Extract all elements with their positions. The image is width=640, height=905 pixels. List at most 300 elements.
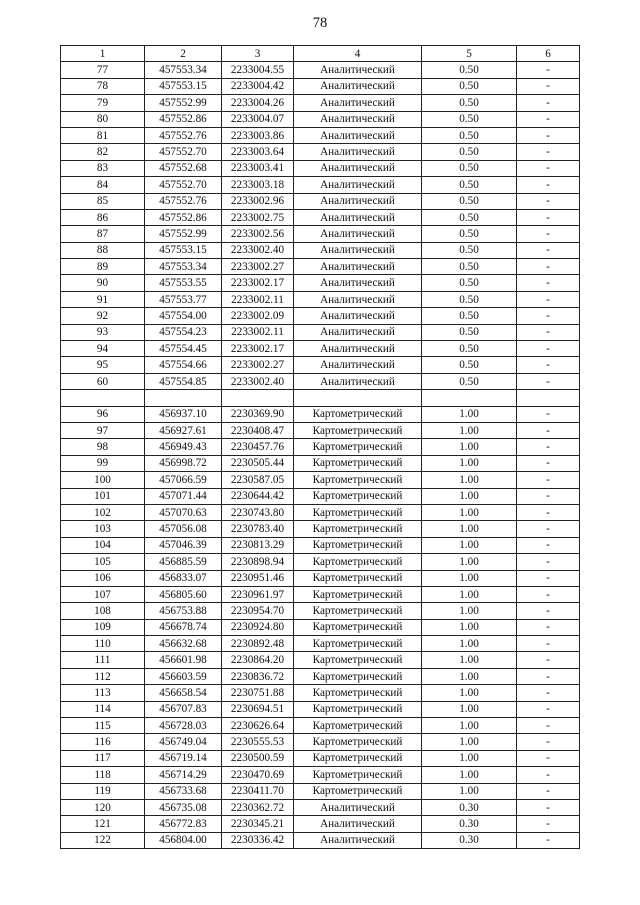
table-row bbox=[61, 422, 580, 438]
table-row bbox=[61, 701, 580, 717]
table-cell: 2233004.42 bbox=[222, 78, 294, 94]
table-cell: 0.50 bbox=[422, 62, 517, 78]
table-cell: 457046.39 bbox=[145, 537, 222, 553]
table-cell: - bbox=[517, 799, 580, 815]
table-cell: 456804.00 bbox=[145, 832, 222, 848]
table-cell: 0.50 bbox=[422, 95, 517, 111]
table-cell: 78 bbox=[61, 78, 145, 94]
table-cell: - bbox=[517, 816, 580, 832]
table-cell: 2233003.86 bbox=[222, 127, 294, 143]
table-cell: 456772.83 bbox=[145, 816, 222, 832]
table-cell: 456949.43 bbox=[145, 439, 222, 455]
table-cell: Картометрический bbox=[294, 537, 422, 553]
table-cell: - bbox=[517, 341, 580, 357]
table-cell bbox=[61, 390, 145, 406]
table-row bbox=[61, 586, 580, 602]
table-cell: 85 bbox=[61, 193, 145, 209]
table-cell: 457554.00 bbox=[145, 308, 222, 324]
coordinates-table bbox=[60, 45, 580, 849]
table-cell: 2230362.72 bbox=[222, 799, 294, 815]
table-cell: 100 bbox=[61, 472, 145, 488]
table-cell: Аналитический bbox=[294, 373, 422, 389]
table-cell: - bbox=[517, 603, 580, 619]
table-row bbox=[61, 209, 580, 225]
table-cell bbox=[145, 390, 222, 406]
table-cell: 91 bbox=[61, 291, 145, 307]
table-cell: 99 bbox=[61, 455, 145, 471]
table-cell: 456833.07 bbox=[145, 570, 222, 586]
table-cell: 2233002.17 bbox=[222, 341, 294, 357]
table-cell: 2233002.75 bbox=[222, 209, 294, 225]
table-cell: 0.50 bbox=[422, 259, 517, 275]
table-cell: 93 bbox=[61, 324, 145, 340]
table-cell: 1.00 bbox=[422, 570, 517, 586]
table-cell: 1.00 bbox=[422, 603, 517, 619]
table-cell: 2230345.21 bbox=[222, 816, 294, 832]
table-cell: 2233002.40 bbox=[222, 373, 294, 389]
table-cell: 456714.29 bbox=[145, 767, 222, 783]
table-cell: - bbox=[517, 226, 580, 242]
table-row bbox=[61, 226, 580, 242]
table-header bbox=[61, 46, 580, 62]
table-cell: 2230500.59 bbox=[222, 750, 294, 766]
table-cell: - bbox=[517, 291, 580, 307]
table-cell: 2230954.70 bbox=[222, 603, 294, 619]
table-cell: 107 bbox=[61, 586, 145, 602]
table-cell: - bbox=[517, 111, 580, 127]
table-row bbox=[61, 259, 580, 275]
table-row bbox=[61, 554, 580, 570]
table-cell: Аналитический bbox=[294, 78, 422, 94]
table-cell: - bbox=[517, 636, 580, 652]
table-cell: - bbox=[517, 652, 580, 668]
table-cell: 457553.55 bbox=[145, 275, 222, 291]
table-cell: Аналитический bbox=[294, 275, 422, 291]
table-cell: 86 bbox=[61, 209, 145, 225]
table-cell: Картометрический bbox=[294, 570, 422, 586]
table-cell: 0.50 bbox=[422, 226, 517, 242]
table-cell: 456805.60 bbox=[145, 586, 222, 602]
table-cell bbox=[222, 390, 294, 406]
header-cell: 1 bbox=[61, 46, 145, 62]
table-cell: 2230951.46 bbox=[222, 570, 294, 586]
table-row bbox=[61, 767, 580, 783]
table-cell: Аналитический bbox=[294, 324, 422, 340]
table-cell: 0.50 bbox=[422, 373, 517, 389]
table-cell: 456707.83 bbox=[145, 701, 222, 717]
table-row bbox=[61, 95, 580, 111]
table-cell: 456632.68 bbox=[145, 636, 222, 652]
table-row bbox=[61, 570, 580, 586]
table-cell: 456735.08 bbox=[145, 799, 222, 815]
table-cell: 457553.77 bbox=[145, 291, 222, 307]
table-cell: 457552.86 bbox=[145, 209, 222, 225]
table-cell: 457554.45 bbox=[145, 341, 222, 357]
table-cell: 2230864.20 bbox=[222, 652, 294, 668]
table-cell: Картометрический bbox=[294, 734, 422, 750]
table-cell: 2233002.09 bbox=[222, 308, 294, 324]
table-cell: - bbox=[517, 619, 580, 635]
table-cell: 0.50 bbox=[422, 160, 517, 176]
table-cell: 117 bbox=[61, 750, 145, 766]
table-cell: 94 bbox=[61, 341, 145, 357]
table-cell: 2233003.64 bbox=[222, 144, 294, 160]
table-cell: Аналитический bbox=[294, 111, 422, 127]
table-row bbox=[61, 603, 580, 619]
table-cell: Аналитический bbox=[294, 259, 422, 275]
table-cell: Аналитический bbox=[294, 193, 422, 209]
table-cell: 1.00 bbox=[422, 652, 517, 668]
table-row bbox=[61, 341, 580, 357]
table-cell: Аналитический bbox=[294, 160, 422, 176]
table-row bbox=[61, 619, 580, 635]
table-row bbox=[61, 439, 580, 455]
table-cell: Картометрический bbox=[294, 439, 422, 455]
table-cell: 457552.86 bbox=[145, 111, 222, 127]
table-cell: 77 bbox=[61, 62, 145, 78]
table-cell: 2230898.94 bbox=[222, 554, 294, 570]
table-cell: 456885.59 bbox=[145, 554, 222, 570]
table-cell: 96 bbox=[61, 406, 145, 422]
table-cell: - bbox=[517, 95, 580, 111]
table-cell: 109 bbox=[61, 619, 145, 635]
table-cell: 87 bbox=[61, 226, 145, 242]
table-cell: - bbox=[517, 78, 580, 94]
table-cell: Картометрический bbox=[294, 521, 422, 537]
table-cell: 0.50 bbox=[422, 193, 517, 209]
table-row bbox=[61, 734, 580, 750]
table-row bbox=[61, 308, 580, 324]
table-cell: 1.00 bbox=[422, 488, 517, 504]
table-cell: 457552.70 bbox=[145, 144, 222, 160]
table-cell: 2230961.97 bbox=[222, 586, 294, 602]
table-row bbox=[61, 78, 580, 94]
table-cell: 0.50 bbox=[422, 341, 517, 357]
table-cell: Картометрический bbox=[294, 652, 422, 668]
table-row bbox=[61, 472, 580, 488]
page-number: 78 bbox=[312, 15, 328, 31]
table-cell: 0.30 bbox=[422, 816, 517, 832]
table-cell: 1.00 bbox=[422, 586, 517, 602]
table-row bbox=[61, 636, 580, 652]
table-cell: Аналитический bbox=[294, 144, 422, 160]
table-cell: Картометрический bbox=[294, 701, 422, 717]
table-cell bbox=[517, 390, 580, 406]
table-cell: 457553.15 bbox=[145, 78, 222, 94]
table-cell: 1.00 bbox=[422, 619, 517, 635]
table-cell: - bbox=[517, 160, 580, 176]
table-cell: Картометрический bbox=[294, 636, 422, 652]
table-cell: 2230626.64 bbox=[222, 718, 294, 734]
table-cell: 2233002.17 bbox=[222, 275, 294, 291]
table-cell: 1.00 bbox=[422, 406, 517, 422]
table-row bbox=[61, 275, 580, 291]
table-cell: Аналитический bbox=[294, 127, 422, 143]
table-cell: 456658.54 bbox=[145, 685, 222, 701]
table-row bbox=[61, 783, 580, 799]
table-cell: Аналитический bbox=[294, 308, 422, 324]
table-cell: Картометрический bbox=[294, 750, 422, 766]
table-cell: - bbox=[517, 521, 580, 537]
table-body bbox=[61, 62, 580, 849]
table-cell: 122 bbox=[61, 832, 145, 848]
table-cell: 2230813.29 bbox=[222, 537, 294, 553]
table-cell: 456678.74 bbox=[145, 619, 222, 635]
table-cell: 2230836.72 bbox=[222, 668, 294, 684]
table-cell: 1.00 bbox=[422, 521, 517, 537]
table-cell: Аналитический bbox=[294, 291, 422, 307]
table-row bbox=[61, 488, 580, 504]
table-cell: 80 bbox=[61, 111, 145, 127]
table-cell: Аналитический bbox=[294, 832, 422, 848]
table-cell: Аналитический bbox=[294, 62, 422, 78]
table-row bbox=[61, 62, 580, 78]
table-cell: 106 bbox=[61, 570, 145, 586]
table-cell: 88 bbox=[61, 242, 145, 258]
table-cell: 0.50 bbox=[422, 111, 517, 127]
table-cell: 456927.61 bbox=[145, 422, 222, 438]
table-cell: Аналитический bbox=[294, 799, 422, 815]
table-cell: - bbox=[517, 767, 580, 783]
table-cell: 110 bbox=[61, 636, 145, 652]
table-cell: 457552.68 bbox=[145, 160, 222, 176]
table-cell: - bbox=[517, 406, 580, 422]
table-cell: - bbox=[517, 504, 580, 520]
table-row bbox=[61, 685, 580, 701]
table-cell: 1.00 bbox=[422, 422, 517, 438]
table-cell: - bbox=[517, 324, 580, 340]
table-cell: 92 bbox=[61, 308, 145, 324]
table-row bbox=[61, 718, 580, 734]
table-cell: - bbox=[517, 193, 580, 209]
table-cell: Картометрический bbox=[294, 455, 422, 471]
table-cell: 82 bbox=[61, 144, 145, 160]
table-row bbox=[61, 324, 580, 340]
table-row bbox=[61, 832, 580, 848]
table-cell: Картометрический bbox=[294, 586, 422, 602]
table-cell: 1.00 bbox=[422, 504, 517, 520]
table-row bbox=[61, 177, 580, 193]
table-cell: 0.30 bbox=[422, 832, 517, 848]
table-cell: Картометрический bbox=[294, 422, 422, 438]
table-cell: 457554.85 bbox=[145, 373, 222, 389]
table-cell: 456601.98 bbox=[145, 652, 222, 668]
table-cell: 102 bbox=[61, 504, 145, 520]
table-row bbox=[61, 750, 580, 766]
table-row bbox=[61, 127, 580, 143]
table-cell: 2230924.80 bbox=[222, 619, 294, 635]
table-row bbox=[61, 193, 580, 209]
table-row bbox=[61, 455, 580, 471]
table-cell: 2230336.42 bbox=[222, 832, 294, 848]
table-cell: 2230555.53 bbox=[222, 734, 294, 750]
table-cell: 1.00 bbox=[422, 734, 517, 750]
table-cell: 2233003.18 bbox=[222, 177, 294, 193]
table-cell: 457552.76 bbox=[145, 127, 222, 143]
table-cell: 0.30 bbox=[422, 799, 517, 815]
header-cell: 5 bbox=[422, 46, 517, 62]
table-cell: 2230694.51 bbox=[222, 701, 294, 717]
table-cell: 456728.03 bbox=[145, 718, 222, 734]
table-cell: 112 bbox=[61, 668, 145, 684]
table-cell: 2230644.42 bbox=[222, 488, 294, 504]
table-cell: 2233002.56 bbox=[222, 226, 294, 242]
table-cell: - bbox=[517, 472, 580, 488]
table-cell: - bbox=[517, 685, 580, 701]
table-cell: 457056.08 bbox=[145, 521, 222, 537]
table-cell bbox=[422, 390, 517, 406]
table-cell: 113 bbox=[61, 685, 145, 701]
table-cell: 116 bbox=[61, 734, 145, 750]
table-cell: 114 bbox=[61, 701, 145, 717]
table-cell: Аналитический bbox=[294, 95, 422, 111]
table-cell: - bbox=[517, 668, 580, 684]
table-cell: 0.50 bbox=[422, 324, 517, 340]
table-row bbox=[61, 668, 580, 684]
table-cell: - bbox=[517, 734, 580, 750]
table-cell: 105 bbox=[61, 554, 145, 570]
table-row bbox=[61, 144, 580, 160]
table-row bbox=[61, 521, 580, 537]
table-cell: - bbox=[517, 422, 580, 438]
table-cell: 0.50 bbox=[422, 291, 517, 307]
table-row bbox=[61, 291, 580, 307]
table-cell: 0.50 bbox=[422, 275, 517, 291]
table-cell: - bbox=[517, 177, 580, 193]
table-cell: 456937.10 bbox=[145, 406, 222, 422]
table-cell: - bbox=[517, 537, 580, 553]
table-cell: 89 bbox=[61, 259, 145, 275]
table-cell: 2233003.41 bbox=[222, 160, 294, 176]
table-row bbox=[61, 537, 580, 553]
table-cell: Картометрический bbox=[294, 685, 422, 701]
table-cell: 2230743.80 bbox=[222, 504, 294, 520]
table-cell bbox=[294, 390, 422, 406]
table-cell: 2230783.40 bbox=[222, 521, 294, 537]
table-cell: 2230457.76 bbox=[222, 439, 294, 455]
table-cell: - bbox=[517, 144, 580, 160]
table-cell: - bbox=[517, 701, 580, 717]
table-cell: 456733.68 bbox=[145, 783, 222, 799]
table-cell: 2233002.11 bbox=[222, 324, 294, 340]
table-cell: - bbox=[517, 718, 580, 734]
table-cell: 2233002.27 bbox=[222, 357, 294, 373]
table-cell: - bbox=[517, 242, 580, 258]
table-cell: 103 bbox=[61, 521, 145, 537]
table-cell: 0.50 bbox=[422, 177, 517, 193]
table-cell: 119 bbox=[61, 783, 145, 799]
table-row bbox=[61, 652, 580, 668]
table-cell: 90 bbox=[61, 275, 145, 291]
table-cell: 1.00 bbox=[422, 537, 517, 553]
table-cell: 457552.99 bbox=[145, 226, 222, 242]
table-cell: 456603.59 bbox=[145, 668, 222, 684]
table-cell: 456998.72 bbox=[145, 455, 222, 471]
table-cell: 1.00 bbox=[422, 701, 517, 717]
table-cell: 1.00 bbox=[422, 783, 517, 799]
table-row bbox=[61, 504, 580, 520]
table-row bbox=[61, 816, 580, 832]
table-cell: 115 bbox=[61, 718, 145, 734]
table-cell: 120 bbox=[61, 799, 145, 815]
table-cell: - bbox=[517, 373, 580, 389]
table-cell: 118 bbox=[61, 767, 145, 783]
table-row bbox=[61, 357, 580, 373]
table-row bbox=[61, 160, 580, 176]
table-cell: 1.00 bbox=[422, 554, 517, 570]
table-cell: 457071.44 bbox=[145, 488, 222, 504]
table-cell: Картометрический bbox=[294, 554, 422, 570]
table-row bbox=[61, 799, 580, 815]
table-cell: - bbox=[517, 308, 580, 324]
table-cell: 2233002.96 bbox=[222, 193, 294, 209]
table-cell: Аналитический bbox=[294, 177, 422, 193]
table-cell: 1.00 bbox=[422, 455, 517, 471]
table-cell: 2230751.88 bbox=[222, 685, 294, 701]
table-cell: 97 bbox=[61, 422, 145, 438]
table-cell: 2233002.27 bbox=[222, 259, 294, 275]
table-cell: 457554.66 bbox=[145, 357, 222, 373]
table-cell: - bbox=[517, 62, 580, 78]
table-row bbox=[61, 390, 580, 406]
table-cell: 457553.15 bbox=[145, 242, 222, 258]
table-cell: 457554.23 bbox=[145, 324, 222, 340]
table-cell: 121 bbox=[61, 816, 145, 832]
table-cell: 457552.70 bbox=[145, 177, 222, 193]
table-cell: 111 bbox=[61, 652, 145, 668]
table-cell: - bbox=[517, 209, 580, 225]
table-cell: - bbox=[517, 488, 580, 504]
table-cell: 457553.34 bbox=[145, 259, 222, 275]
table-cell: Аналитический bbox=[294, 209, 422, 225]
table-cell: Аналитический bbox=[294, 226, 422, 242]
table-cell: - bbox=[517, 357, 580, 373]
table-cell: - bbox=[517, 832, 580, 848]
table-cell: 0.50 bbox=[422, 357, 517, 373]
table-cell: 2230587.05 bbox=[222, 472, 294, 488]
table-cell: 95 bbox=[61, 357, 145, 373]
table-cell: 456749.04 bbox=[145, 734, 222, 750]
table-cell: 0.50 bbox=[422, 144, 517, 160]
table-cell: 1.00 bbox=[422, 636, 517, 652]
table-cell: 456753.88 bbox=[145, 603, 222, 619]
table-cell: - bbox=[517, 783, 580, 799]
table-row bbox=[61, 406, 580, 422]
table-cell: - bbox=[517, 554, 580, 570]
table-cell: 456719.14 bbox=[145, 750, 222, 766]
table-cell: Картометрический bbox=[294, 783, 422, 799]
table-cell: 1.00 bbox=[422, 767, 517, 783]
table-cell: Аналитический bbox=[294, 341, 422, 357]
table-cell: Картометрический bbox=[294, 504, 422, 520]
table-cell: Картометрический bbox=[294, 472, 422, 488]
table-cell: 0.50 bbox=[422, 308, 517, 324]
table-cell: - bbox=[517, 586, 580, 602]
table-cell: 2230369.90 bbox=[222, 406, 294, 422]
table-cell: 0.50 bbox=[422, 78, 517, 94]
table-row bbox=[61, 111, 580, 127]
table-cell: - bbox=[517, 275, 580, 291]
table-cell: 2230470.69 bbox=[222, 767, 294, 783]
table-cell: 0.50 bbox=[422, 209, 517, 225]
header-cell: 4 bbox=[294, 46, 422, 62]
table-cell: - bbox=[517, 750, 580, 766]
table-cell: 81 bbox=[61, 127, 145, 143]
header-cell: 3 bbox=[222, 46, 294, 62]
table-cell: Картометрический bbox=[294, 718, 422, 734]
header-cell: 6 bbox=[517, 46, 580, 62]
table-cell: 457070.63 bbox=[145, 504, 222, 520]
